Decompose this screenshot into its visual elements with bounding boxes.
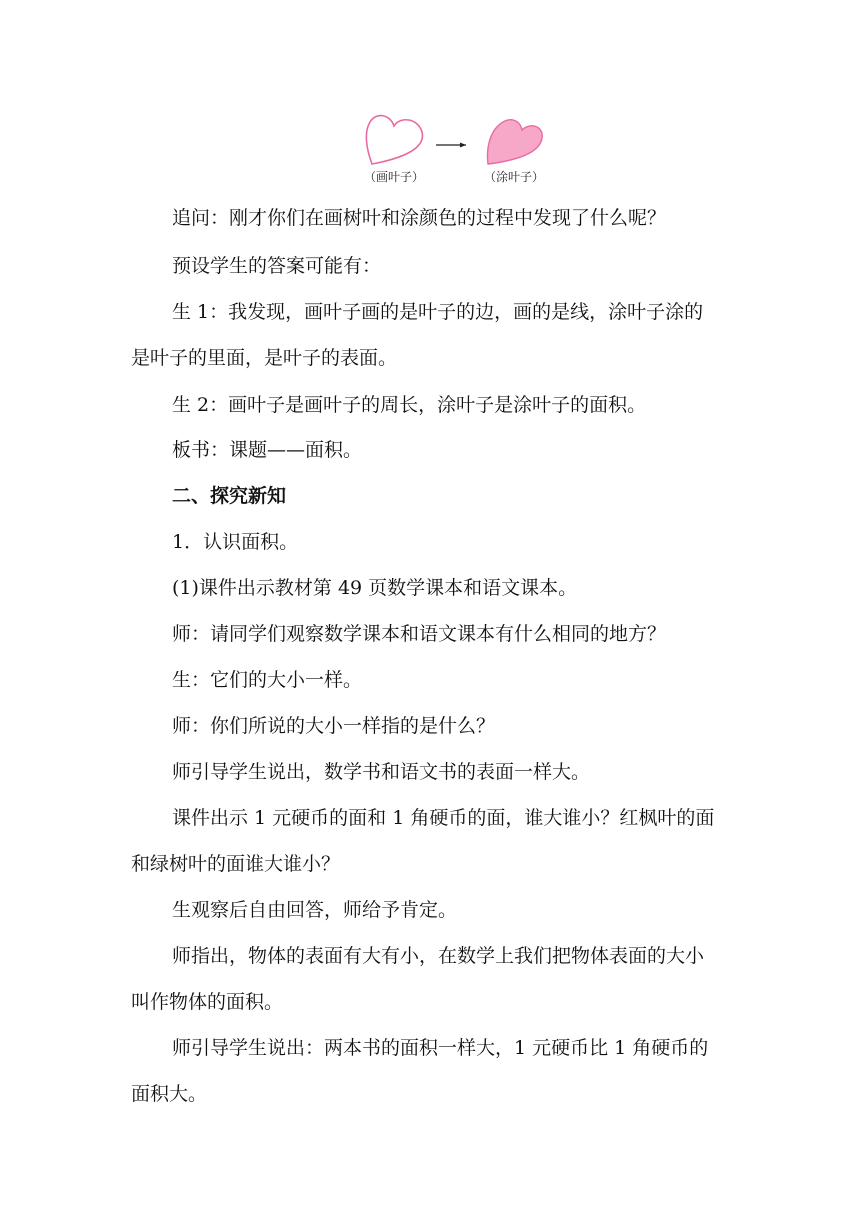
leaf-outline-icon xyxy=(366,116,422,164)
paragraph-courseware-books: (1)课件出示教材第 49 页数学课本和语文课本。 xyxy=(172,577,578,599)
caption-draw-leaf: （画叶子） xyxy=(364,170,425,184)
paragraph-board-title: 板书：课题——面积。 xyxy=(172,439,363,461)
paragraph-teacher-observe: 师：请同学们观察数学课本和语文课本有什么相同的地方？ xyxy=(172,623,667,645)
paragraph-definition-line1: 师指出，物体的表面有大有小，在数学上我们把物体表面的大小 xyxy=(172,945,705,967)
paragraph-followup-question: 追问：刚才你们在画树叶和涂颜色的过程中发现了什么呢？ xyxy=(172,207,667,229)
paragraph-teacher-what-size: 师：你们所说的大小一样指的是什么？ xyxy=(172,715,496,737)
paragraph-coins-line1: 课件出示 1 元硬币的面和 1 角硬币的面，谁大谁小？红枫叶的面 xyxy=(172,807,715,829)
paragraph-student-same-size: 生：它们的大小一样。 xyxy=(172,669,363,691)
paragraph-student2: 生 2：画叶子是画叶子的周长，涂叶子是涂叶子的面积。 xyxy=(172,394,647,416)
paragraph-student1-line2: 是叶子的里面，是叶子的表面。 xyxy=(131,347,398,369)
paragraph-definition-line2: 叫作物体的面积。 xyxy=(131,991,284,1013)
leaf-illustration xyxy=(360,108,560,168)
leaf-figure xyxy=(360,108,560,190)
paragraph-know-area: 1．认识面积。 xyxy=(172,531,299,553)
paragraph-compare-line2: 面积大。 xyxy=(131,1083,208,1105)
paragraph-student1-line1: 生 1：我发现，画叶子画的是叶子的边，画的是线，涂叶子涂的 xyxy=(172,301,704,323)
paragraph-student-answer-freely: 生观察后自由回答，师给予肯定。 xyxy=(172,899,458,921)
leaf-filled-icon xyxy=(488,120,543,164)
paragraph-coins-line2: 和绿树叶的面谁大谁小？ xyxy=(131,853,341,875)
arrow-head-icon xyxy=(460,143,466,148)
paragraph-compare-line1: 师引导学生说出：两本书的面积一样大，1 元硬币比 1 角硬币的 xyxy=(172,1037,709,1059)
paragraph-teacher-guide-surface: 师引导学生说出，数学书和语文书的表面一样大。 xyxy=(172,761,591,783)
section-heading-explore: 二、探究新知 xyxy=(172,485,287,507)
caption-color-leaf: （涂叶子） xyxy=(484,170,545,184)
paragraph-preset-answers: 预设学生的答案可能有： xyxy=(172,255,382,277)
